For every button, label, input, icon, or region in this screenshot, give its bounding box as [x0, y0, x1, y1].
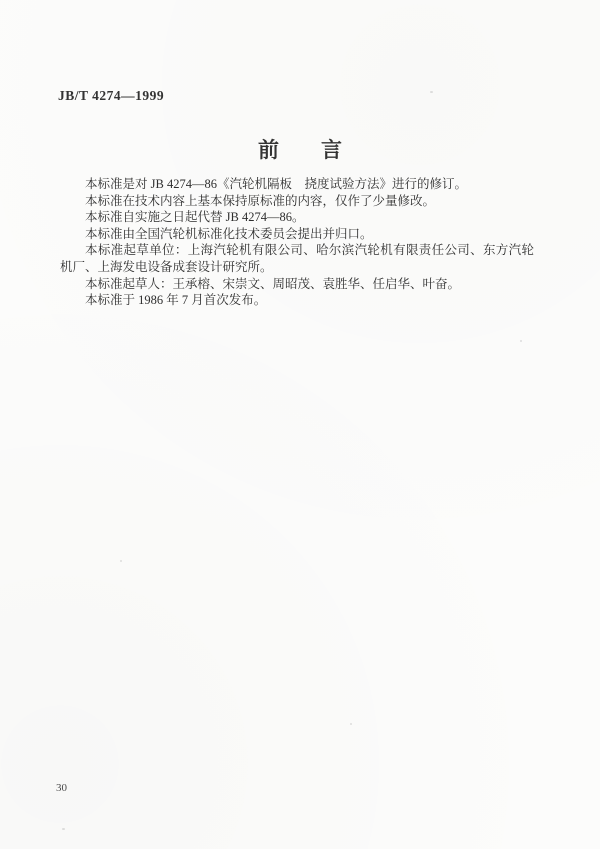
paragraph-first-publication: 本标准于 1986 年 7 月首次发布。 — [85, 293, 267, 308]
paragraph-drafters: 本标准起草人：王承榕、宋崇文、周昭茂、袁胜华、任启华、叶奋。 — [85, 276, 461, 291]
foreword-body — [60, 176, 534, 309]
scan-speck — [350, 723, 352, 725]
scan-speck — [520, 340, 522, 342]
page-number: 30 — [56, 782, 67, 794]
paragraph-replacement-note: 本标准自实施之日起代替 JB 4274—86。 — [85, 210, 305, 225]
standard-number-header: JB/T 4274—1999 — [58, 88, 165, 103]
paragraph-committee-note: 本标准由全国汽轮机标准化技术委员会提出并归口。 — [85, 226, 373, 241]
foreword-title: 前 言 — [258, 138, 342, 162]
paragraph-revision-note: 本标准是对 JB 4274—86《汽轮机隔板 挠度试验方法》进行的修订。 — [85, 177, 467, 191]
scan-speck — [430, 91, 433, 93]
paragraph-content-note: 本标准在技术内容上基本保持原标准的内容，仅作了少量修改。 — [85, 193, 436, 208]
scan-speck — [62, 828, 65, 830]
scan-speck — [120, 560, 122, 562]
paragraph-drafting-organizations: 本标准起草单位：上海汽轮机有限公司、哈尔滨汽轮机有限责任公司、东方汽轮机厂、上海发电设备成套设计研究所。 — [60, 243, 534, 274]
